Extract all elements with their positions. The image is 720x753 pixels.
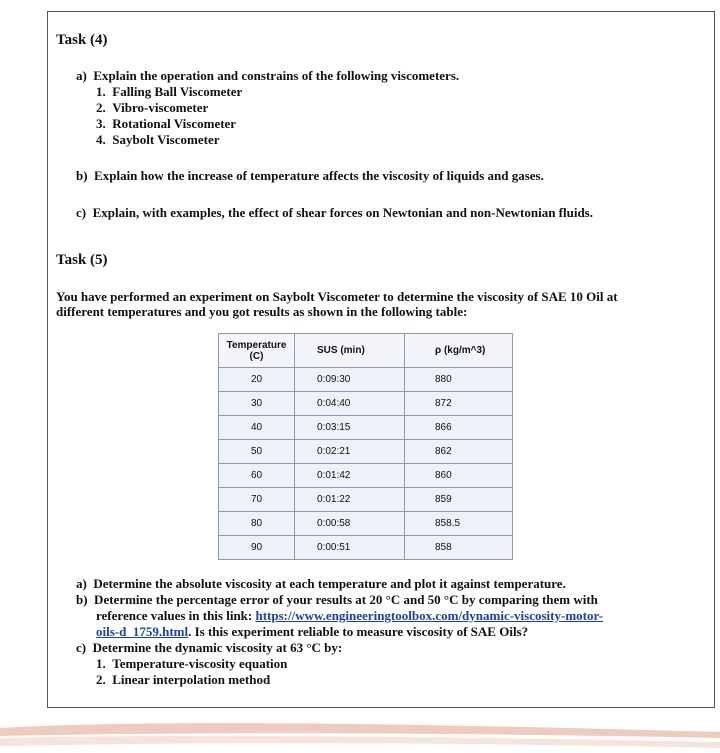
reference-link[interactable]: https://www.engineeringtoolbox.com/dynamic-viscosity-motor- — [255, 608, 604, 623]
temperature-cell: 40 — [219, 416, 295, 440]
reliability-question: . Is this experiment reliable to measure viscosity of SAE Oils? — [188, 624, 529, 639]
sus-cell: 0:02:21 — [295, 440, 405, 464]
temperature-header — [219, 334, 295, 368]
temperature-header-unit: (C) — [249, 350, 264, 362]
table-row — [219, 488, 513, 512]
temperature-cell: 50 — [219, 440, 295, 464]
viscometer-item: 2. Vibro-viscometer — [96, 100, 209, 115]
density-cell: 880 — [405, 368, 513, 392]
sus-cell: 0:04:40 — [295, 392, 405, 416]
table-row — [219, 368, 513, 392]
density-cell: 866 — [405, 416, 513, 440]
table-row — [219, 536, 513, 560]
task5-question-b-line1: b) Determine the percentage error of your results at 20 °C and 50 °C by comparing them with — [76, 592, 598, 607]
table-row — [219, 464, 513, 488]
table-row — [219, 440, 513, 464]
results-table — [218, 333, 513, 560]
task4-question-c: c) Explain, with examples, the effect of shear forces on Newtonian and non-Newtonian fluids. — [76, 205, 593, 220]
density-cell: 859 — [405, 488, 513, 512]
task5-intro-line2: different temperatures and you got results as shown in the following table: — [56, 304, 468, 319]
temperature-cell: 80 — [219, 512, 295, 536]
table-row — [219, 512, 513, 536]
method-item: 1. Temperature-viscosity equation — [96, 656, 288, 671]
temperature-cell: 90 — [219, 536, 295, 560]
density-cell: 872 — [405, 392, 513, 416]
sus-cell: 0:00:51 — [295, 536, 405, 560]
task4-question-b: b) Explain how the increase of temperature affects the viscosity of liquids and gases. — [76, 168, 544, 183]
decorative-swoosh — [0, 718, 720, 753]
table-row — [219, 392, 513, 416]
sus-cell: 0:01:22 — [295, 488, 405, 512]
viscometer-item: 3. Rotational Viscometer — [96, 116, 237, 131]
task5-question-b-line3 — [96, 624, 528, 639]
task5-question-c: c) Determine the dynamic viscosity at 63 °C by: — [76, 640, 343, 655]
sus-cell: 0:00:58 — [295, 512, 405, 536]
task5-heading: Task (5) — [56, 252, 108, 268]
viscometer-item: 1. Falling Ball Viscometer — [96, 84, 243, 99]
viscometer-item: 4. Saybolt Viscometer — [96, 132, 220, 147]
density-cell: 858 — [405, 536, 513, 560]
sus-cell: 0:09:30 — [295, 368, 405, 392]
density-cell: 860 — [405, 464, 513, 488]
table-header-row — [219, 334, 513, 368]
sus-cell: 0:03:15 — [295, 416, 405, 440]
document-page — [47, 11, 715, 708]
density-cell: 858.5 — [405, 512, 513, 536]
temperature-header-label: Temperature — [226, 339, 287, 351]
temperature-cell: 30 — [219, 392, 295, 416]
sus-cell: 0:01:42 — [295, 464, 405, 488]
table-row — [219, 416, 513, 440]
density-header: ρ (kg/m^3) — [405, 334, 513, 368]
reference-text: reference values in this link: — [96, 608, 256, 623]
task4-heading: Task (4) — [56, 32, 108, 48]
task5-question-b-line2 — [96, 608, 603, 623]
reference-link-continued[interactable]: oils-d_1759.html — [96, 624, 189, 639]
task5-question-a: a) Determine the absolute viscosity at each temperature and plot it against temperature. — [76, 576, 566, 591]
temperature-cell: 60 — [219, 464, 295, 488]
task4-question-a: a) Explain the operation and constrains of the following viscometers. — [76, 68, 460, 83]
sus-header: SUS (min) — [295, 334, 405, 368]
task5-intro-line1: You have performed an experiment on Saybolt Viscometer to determine the viscosity of SAE 10 Oil at — [56, 289, 618, 304]
temperature-cell: 70 — [219, 488, 295, 512]
density-cell: 862 — [405, 440, 513, 464]
temperature-cell: 20 — [219, 368, 295, 392]
method-item: 2. Linear interpolation method — [96, 672, 271, 687]
